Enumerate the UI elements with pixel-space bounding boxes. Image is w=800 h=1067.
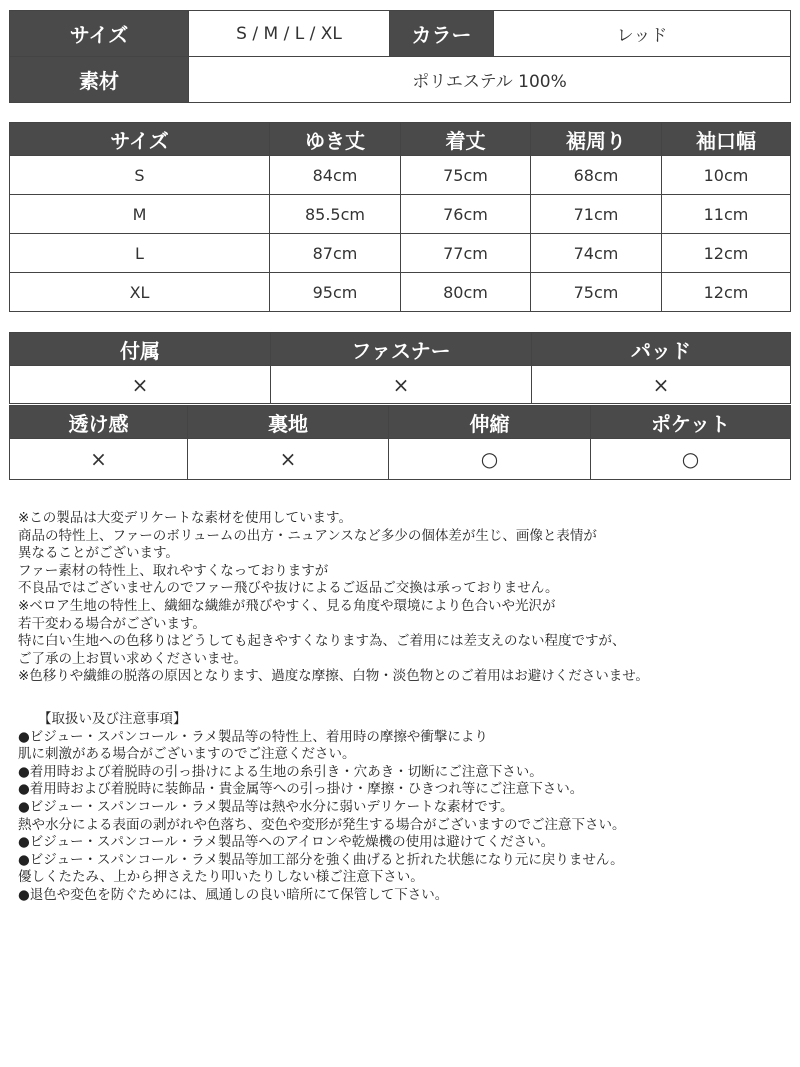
accessory-header-cell: パッド (532, 333, 791, 366)
care-line: ●着用時および着脱時に装飾品・貴金属等への引っ掛け・摩擦・ひきつれ等にご注意下さい。 (18, 781, 584, 798)
table-cell: 11cm (662, 195, 791, 234)
property-header-cell: 伸縮 (389, 406, 591, 439)
care-line: 肌に刺激がある場合がございますのでご注意ください。 (18, 746, 356, 763)
size-chart-header-cell: 裾周り (531, 123, 662, 156)
table-cell: XL (10, 273, 270, 312)
table-cell: 84cm (270, 156, 401, 195)
care-instructions (18, 711, 793, 905)
table-cell: 71cm (531, 195, 662, 234)
property-value-cell: × (10, 439, 188, 480)
care-line: ●ビジュー・スパンコール・ラメ製品等加工部分を強く曲げると折れた状態になり元に戻りません。 (18, 851, 624, 868)
care-line: ●退色や変色を防ぐためには、風通しの良い暗所にて保管して下さい。 (18, 886, 449, 903)
size-label: サイズ (10, 11, 189, 57)
note-line: 異なることがございます。 (18, 545, 179, 562)
size-chart-header-cell: ゆき丈 (270, 123, 401, 156)
property-header-cell: ポケット (591, 406, 791, 439)
table-cell: 68cm (531, 156, 662, 195)
care-title: 【取扱い及び注意事項】 (38, 711, 187, 727)
accessory-value-cell: × (271, 366, 532, 404)
properties-header (10, 406, 791, 439)
table-cell: M (10, 195, 270, 234)
color-label: カラー (390, 11, 494, 57)
size-chart-table (9, 122, 791, 312)
care-line: ●着用時および着脱時の引っ掛けによる生地の糸引き・穴あき・切断にご注意下さい。 (18, 763, 543, 780)
properties-table (9, 405, 791, 480)
note-line: 不良品ではございませんのでファー飛びや抜けによるご返品ご交換は承っておりません。 (18, 580, 559, 597)
table-cell: 76cm (401, 195, 531, 234)
size-chart-header-cell: サイズ (10, 123, 270, 156)
info-row (10, 57, 791, 103)
accessory-value-cell: × (10, 366, 271, 404)
size-chart-header (10, 123, 791, 156)
care-line: ●ビジュー・スパンコール・ラメ製品等の特性上、着用時の摩擦や衝撃により (18, 728, 488, 745)
table-cell: 77cm (401, 234, 531, 273)
note-line: ファー素材の特性上、取れやすくなっておりますが (18, 562, 329, 579)
care-line: 熱や水分による表面の剥がれや色落ち、変色や変形が発生する場合がございますのでご注意下さい。 (18, 816, 626, 833)
note-line: 商品の特性上、ファーのボリュームの出方・ニュアンスなど多少の個体差が生じ、画像と表情が (18, 527, 597, 544)
property-value-cell: ○ (591, 439, 791, 480)
table-cell: 75cm (401, 156, 531, 195)
info-row (10, 11, 791, 57)
property-header-cell: 裏地 (188, 406, 389, 439)
note-line: ※この製品は大変デリケートな素材を使用しています。 (18, 510, 352, 526)
care-line: ●ビジュー・スパンコール・ラメ製品等は熱や水分に弱いデリケートな素材です。 (18, 798, 514, 815)
note-line: ※ベロア生地の特性上、繊細な繊維が飛びやすく、見る角度や環境により色合いや光沢が (18, 597, 556, 614)
accessory-value-cell: × (532, 366, 791, 404)
table-cell: 10cm (662, 156, 791, 195)
table-row (10, 156, 791, 195)
size-chart-header-cell: 着丈 (401, 123, 531, 156)
table-row (10, 195, 791, 234)
accessories-values (10, 366, 791, 404)
material-value: ポリエステル 100% (189, 57, 791, 103)
property-header-cell: 透け感 (10, 406, 188, 439)
size-value: S / M / L / XL (189, 11, 390, 57)
material-label: 素材 (10, 57, 189, 103)
table-cell: 12cm (662, 234, 791, 273)
note-line: ご了承の上お買い求めくださいませ。 (18, 650, 248, 667)
table-cell: 80cm (401, 273, 531, 312)
color-value: レッド (494, 11, 791, 57)
note-line: 特に白い生地への色移りはどうしても起きやすくなります為、ご着用には差支えのない程度ですが、 (18, 633, 626, 650)
accessory-header-cell: ファスナー (271, 333, 532, 366)
product-info-table (9, 10, 791, 103)
note-line: ※色移りや繊維の脱落の原因となります、過度な摩擦、白物・淡色物とのご着用はお避けくださいませ。 (18, 668, 649, 685)
table-row (10, 273, 791, 312)
table-cell: S (10, 156, 270, 195)
size-chart-header-cell: 袖口幅 (662, 123, 791, 156)
care-line: ●ビジュー・スパンコール・ラメ製品等へのアイロンや乾燥機の使用は避けてください。 (18, 834, 555, 851)
property-value-cell: ○ (389, 439, 591, 480)
product-notes (18, 510, 793, 686)
table-cell: 75cm (531, 273, 662, 312)
accessories-table (9, 332, 791, 404)
table-cell: 74cm (531, 234, 662, 273)
table-cell: 95cm (270, 273, 401, 312)
care-line: 優しくたたみ、上から押さえたり叩いたりしない様ご注意下さい。 (18, 869, 424, 886)
note-line: 若干変わる場合がございます。 (18, 615, 206, 632)
table-cell: 12cm (662, 273, 791, 312)
accessory-header-cell: 付属 (10, 333, 271, 366)
table-cell: L (10, 234, 270, 273)
table-row (10, 234, 791, 273)
accessories-header (10, 333, 791, 366)
table-cell: 85.5cm (270, 195, 401, 234)
properties-values (10, 439, 791, 480)
property-value-cell: × (188, 439, 389, 480)
table-cell: 87cm (270, 234, 401, 273)
